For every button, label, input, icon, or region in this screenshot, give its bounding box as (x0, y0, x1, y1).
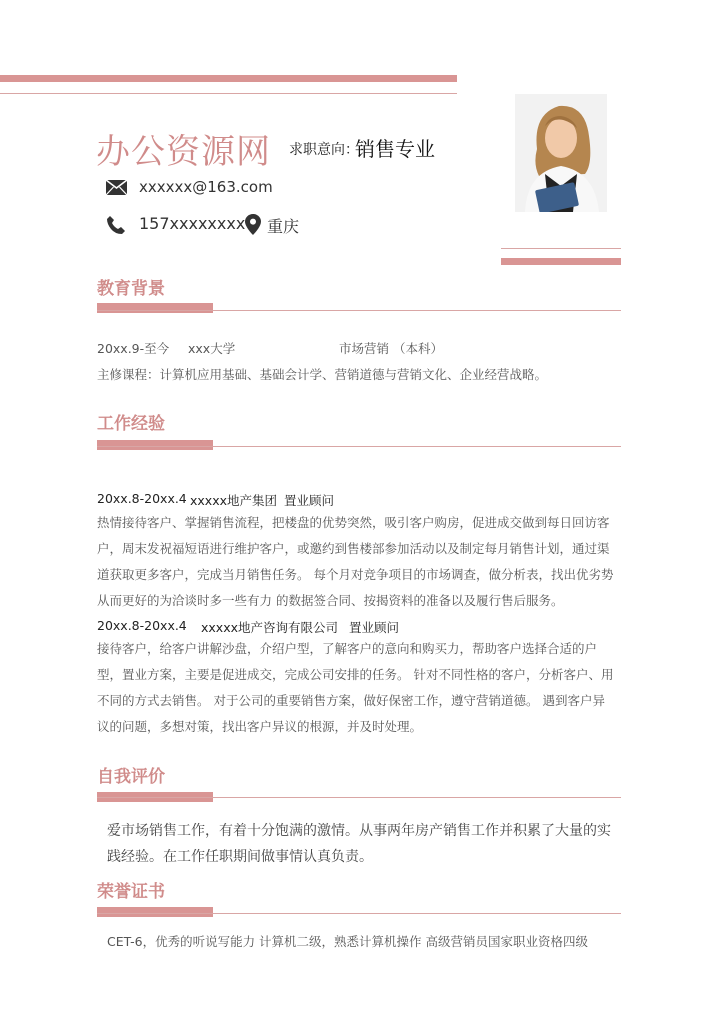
job-intent-label: 求职意向： (289, 142, 359, 158)
job-2-position: 置业顾问 (349, 620, 400, 635)
job-2-line: 接待客户，给客户讲解沙盘，介绍户型，了解客户的意向和购买力，帮助客户选择合适的户 (97, 641, 598, 656)
envelope-icon (106, 180, 127, 195)
honors-accent-bar (97, 907, 213, 917)
job-1-line: 道获取更多客户，完成当月销售任务。 每个月对竞争项目的市场调查，做分析表，找出优劣势 (97, 567, 614, 582)
self-eval-line: 爱市场销售工作，有着十分饱满的激情。从事两年房产销售工作并积累了大量的实 (107, 823, 611, 839)
education-school: xxx大学 (188, 341, 236, 356)
education-major: 市场营销 （本科） (339, 341, 443, 356)
honors-divider (97, 913, 621, 914)
education-accent-bar (97, 303, 213, 313)
self-eval-title: 自我评价 (97, 767, 165, 787)
job-1-period: 20xx.8-20xx.4 (97, 491, 187, 506)
work-title: 工作经验 (97, 414, 165, 434)
job-2-line: 议的问题，多想对策，找出客户异议的根源，并及时处理。 (97, 719, 423, 734)
location-text: 重庆 (267, 217, 300, 236)
job-2-company: xxxxx地产咨询有限公司 (201, 620, 338, 635)
education-divider (97, 310, 621, 311)
job-2-period: 20xx.8-20xx.4 (97, 618, 187, 633)
honors-text: CET-6，优秀的听说写能力 计算机二级，熟悉计算机操作 高级营销员国家职业资格四级 (107, 934, 589, 949)
self-eval-divider (97, 797, 621, 798)
job-1-line: 户，周末发祝福短语进行维护客户，或邀约到售楼部参加活动以及制定每月销售计划，通过渠 (97, 541, 610, 556)
job-2-line: 不同的方式去销售。 对于公司的重要销售方案，做好保密工作，遵守营销道德。 遇到客户异 (97, 693, 605, 708)
job-2-line: 型，置业方案，主要是促进成交，完成公司安排的任务。 针对不同性格的客户，分析客户、用 (97, 667, 614, 682)
phone-text: 157xxxxxxxx (139, 214, 246, 233)
photo-accent-bar (501, 258, 621, 265)
job-2-description (97, 636, 621, 740)
job-1-line: 热情接待客户、掌握销售流程，把楼盘的优势突然，吸引客户购房，促进成交做到每日回访客 (97, 515, 610, 530)
job-1-position: 置业顾问 (284, 493, 335, 508)
self-eval-text (107, 818, 621, 870)
education-title: 教育背景 (97, 279, 165, 299)
job-intent-value: 销售专业 (355, 137, 435, 161)
job-1-description (97, 510, 621, 614)
job-1-line: 从而更好的为洽谈时多一些有力 的数据签合同、按揭资料的准备以及履行售后服务。 (97, 593, 564, 608)
top-divider (0, 93, 457, 94)
education-courses: 主修课程：计算机应用基础、基础会计学、营销道德与营销文化、企业经营战略。 (97, 367, 548, 382)
self-eval-line: 践经验。在工作任职期间做事情认真负责。 (107, 849, 373, 865)
photo-divider (501, 248, 621, 249)
work-divider (97, 446, 621, 447)
email-text: xxxxxx@163.com (139, 178, 273, 196)
phone-icon (106, 215, 126, 235)
profile-photo (515, 94, 607, 212)
job-1-company: xxxxx地产集团 (190, 493, 277, 508)
honors-title: 荣誉证书 (97, 882, 165, 902)
education-period: 20xx.9-至今 (97, 341, 170, 356)
top-accent-bar (0, 75, 457, 82)
resume-name: 办公资源网 (96, 132, 271, 172)
work-accent-bar (97, 440, 213, 450)
location-pin-icon (245, 214, 261, 235)
